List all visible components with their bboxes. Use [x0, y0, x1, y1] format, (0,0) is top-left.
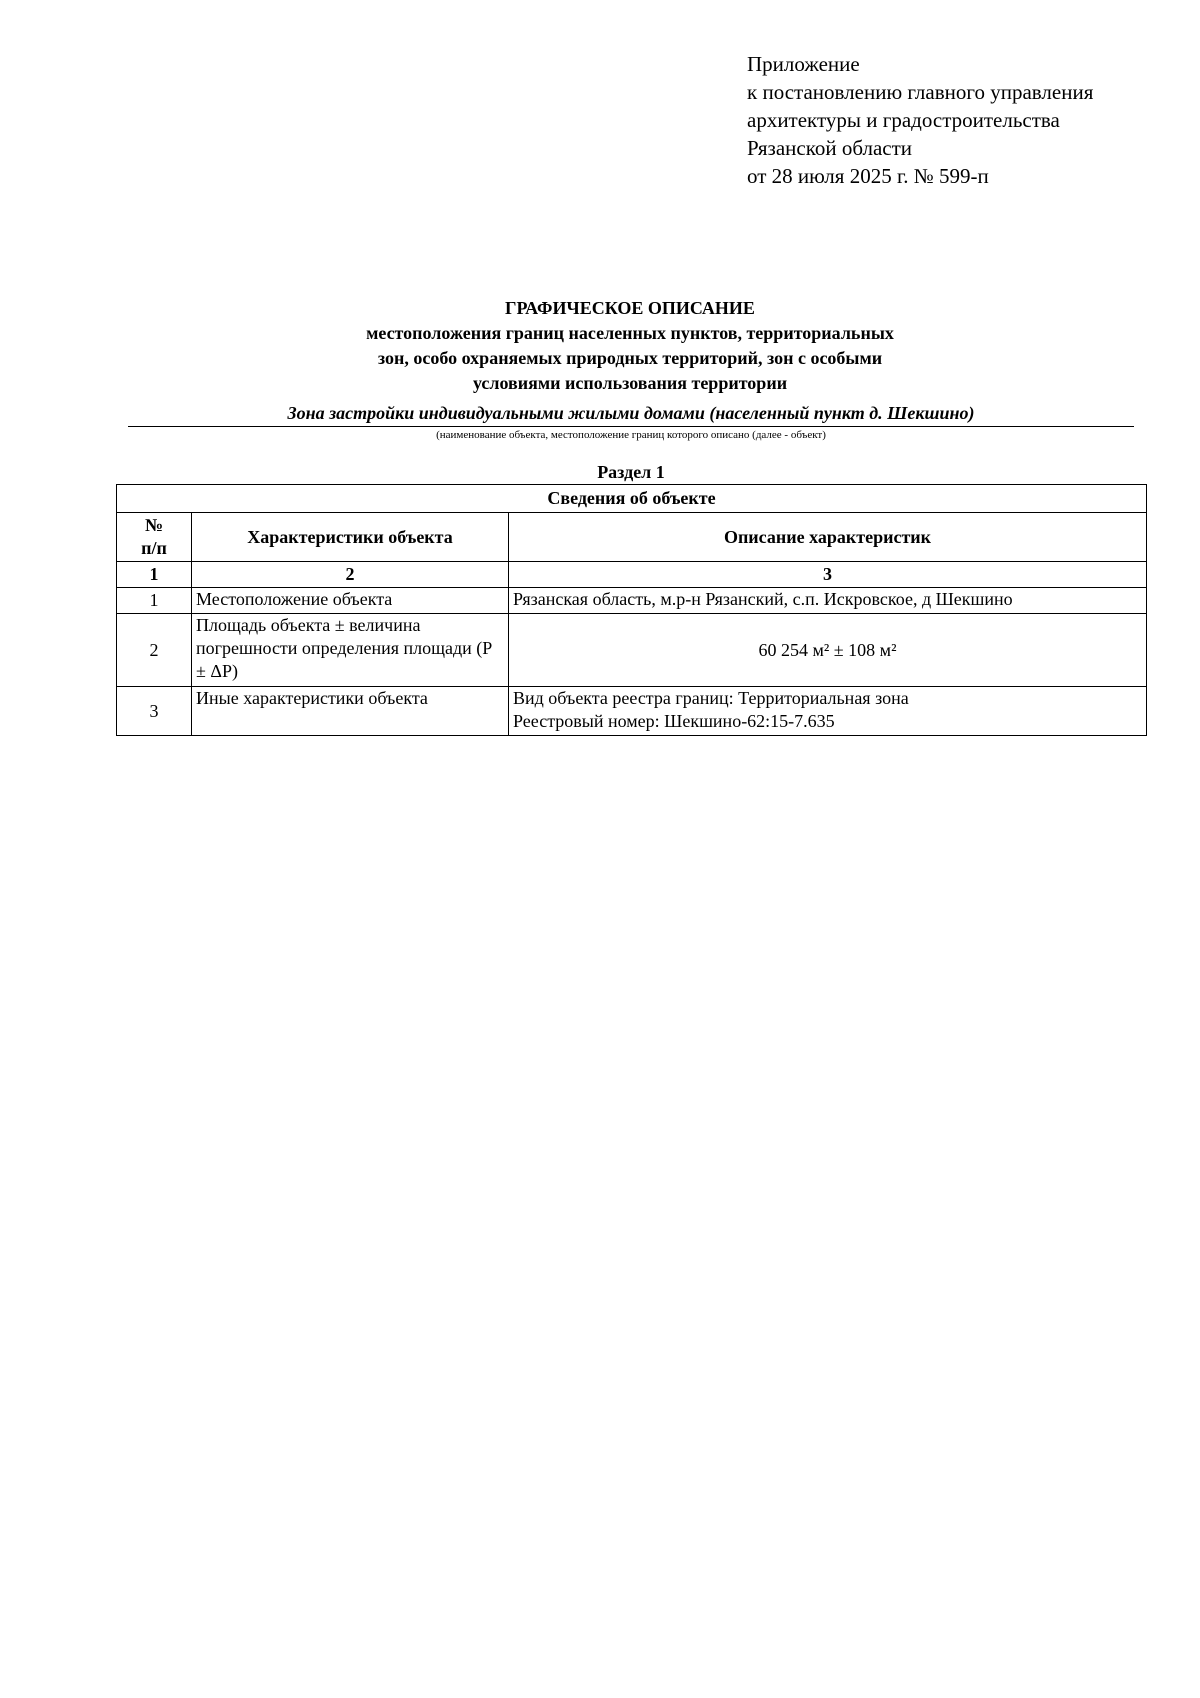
appendix-line: архитектуры и градостроительства	[747, 108, 1060, 132]
appendix-line: Приложение	[747, 52, 860, 76]
header-number-abbr: п/п	[141, 538, 167, 558]
document-subtitle-line: местоположения границ населенных пунктов, территориальных	[366, 323, 894, 343]
section-title: Раздел 1	[597, 462, 665, 482]
table-header-row	[117, 513, 1147, 562]
document-title: ГРАФИЧЕСКОЕ ОПИСАНИЕ	[505, 298, 755, 318]
column-index: 3	[509, 562, 1147, 588]
object-name-caption: (наименование объекта, местоположение границ которого описано (далее - объект)	[436, 429, 826, 441]
table-caption: Сведения об объекте	[117, 485, 1147, 513]
table-row	[117, 588, 1147, 614]
column-index: 2	[192, 562, 509, 588]
header-characteristics: Характеристики объекта	[192, 513, 509, 562]
appendix-date-line: от 28 июля 2025 г. № 599-п	[747, 164, 989, 188]
document-subtitle-line: условиями использования территории	[472, 373, 788, 393]
table-row	[117, 687, 1147, 736]
appendix-line: Рязанской области	[747, 136, 913, 160]
document-heading	[120, 296, 1140, 396]
row-description-line: Реестровый номер: Шекшино-62:15-7.635	[513, 711, 835, 731]
document-subtitle-line: зон, особо охраняемых природных территорий, зон с особыми	[377, 348, 883, 368]
object-name: Зона застройки индивидуальными жилыми домами (населенный пункт д. Шекшино)	[128, 401, 1134, 427]
row-description-line: Вид объекта реестра границ: Территориальная зона	[513, 688, 909, 708]
row-description: 60 254 м² ± 108 м²	[509, 614, 1147, 687]
row-characteristic: Местоположение объекта	[192, 588, 509, 614]
header-number-sign: №	[144, 515, 164, 535]
row-number: 2	[117, 614, 192, 687]
table-caption-row	[117, 485, 1147, 513]
object-info-table	[116, 484, 1147, 736]
row-characteristic: Иные характеристики объекта	[192, 687, 509, 736]
appendix-line: к постановлению главного управления	[747, 80, 1094, 104]
table-row	[117, 614, 1147, 687]
row-description	[509, 687, 1147, 736]
header-description: Описание характеристик	[509, 513, 1147, 562]
column-index: 1	[117, 562, 192, 588]
header-number	[117, 513, 192, 562]
row-number: 3	[117, 687, 192, 736]
appendix-block	[747, 50, 1187, 190]
row-characteristic: Площадь объекта ± величина погрешности определения площади (P ± ΔP)	[192, 614, 509, 687]
column-index-row	[117, 562, 1147, 588]
row-description: Рязанская область, м.р-н Рязанский, с.п. Искровское, д Шекшино	[509, 588, 1147, 614]
row-number: 1	[117, 588, 192, 614]
